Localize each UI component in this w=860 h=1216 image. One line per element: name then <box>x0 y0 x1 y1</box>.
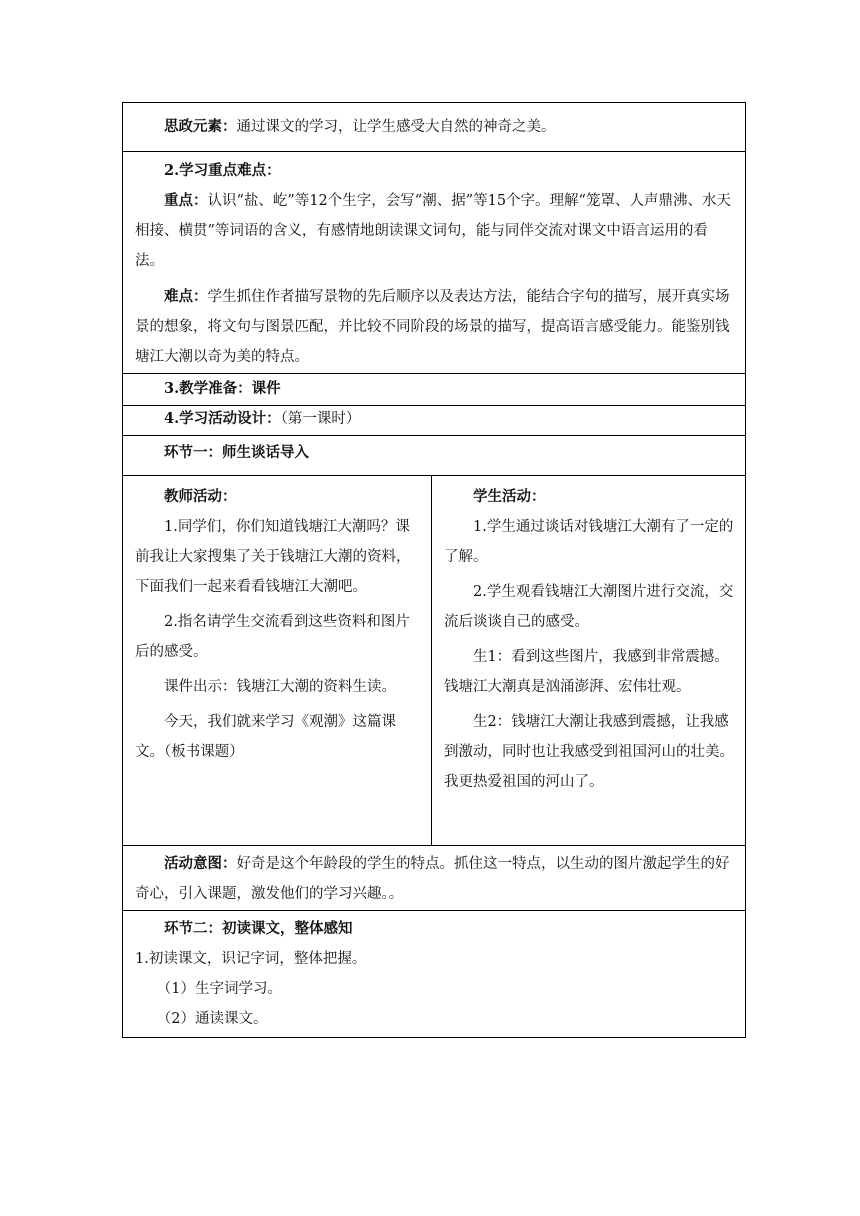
key-points-text: 认识“盐、屹”等12个生字，会写“潮、据”等15个字。理解“笼罩、人声鼎沸、水天相接、横贯”等词语的含义，有感情地朗读课文词句，能与同伴交流对课文中语言运用的看法。 <box>135 193 731 269</box>
step1-activities-row <box>123 476 745 846</box>
student-item-1: 1.学生通过谈话对钱塘江大潮有了一定的了解。 <box>444 519 734 565</box>
intent-label: 活动意图： <box>164 855 237 872</box>
sizheng-text: 通过课文的学习，让学生感受大自然的神奇之美。 <box>236 119 556 135</box>
key-points-label: 重点： <box>164 192 208 209</box>
design-row <box>123 406 745 436</box>
teacher-item-4: 今天，我们就来学习《观潮》这篇课文。（板书课题） <box>135 714 396 760</box>
student-activity-column <box>432 476 745 845</box>
key-points-paragraph <box>135 186 735 276</box>
sizheng-row <box>123 103 745 152</box>
difficulty-paragraph <box>135 282 735 372</box>
difficulty-text: 学生抓住作者描写景物的先后顺序以及表达方法，能结合字句的描写，展开真实场景的想象，将文句与图景匹配，并比较不同阶段的场景的描写，提高语言感受能力。能鉴别钱塘江大潮以奇为美的特点。 <box>135 289 730 365</box>
focus-row <box>123 152 745 374</box>
intent-text: 好奇是这个年龄段的学生的特点。抓住这一特点，以生动的图片激起学生的好奇心，引入课题，激发他们的学习兴趣。。 <box>135 856 730 902</box>
design-label: 4.学习活动设计： <box>164 410 281 427</box>
step2-line-1: 1.初读课文，识记字词，整体把握。 <box>135 951 367 967</box>
teacher-item-2: 2.指名请学生交流看到这些资料和图片后的感受。 <box>135 614 410 660</box>
sizheng-label: 思政元素： <box>164 118 237 135</box>
step2-line-3: （2）通读课文。 <box>156 1011 268 1027</box>
step2-row <box>123 911 745 1037</box>
student-item-3: 生1：看到这些图片，我感到非常震撼。钱塘江大潮真是汹涌澎湃、宏伟壮观。 <box>444 649 729 695</box>
difficulty-label: 难点： <box>164 288 208 305</box>
step2-title: 环节二：初读课文，整体感知 <box>164 920 353 937</box>
teacher-heading: 教师活动： <box>164 488 237 505</box>
intent-row <box>123 846 745 911</box>
design-text: （第一课时） <box>280 411 361 427</box>
student-item-4: 生2：钱塘江大潮让我感到震撼，让我感到激动，同时也让我感受到祖国河山的壮美。我更热爱祖国的河山了。 <box>444 714 734 790</box>
student-heading: 学生活动： <box>473 488 546 505</box>
step2-line-2: （1）生字词学习。 <box>156 981 282 997</box>
teacher-item-1: 1.同学们，你们知道钱塘江大潮吗？课前我让大家搜集了关于钱塘江大潮的资料，下面我们一起来看看钱塘江大潮吧。 <box>135 519 411 595</box>
prep-text: 3.教学准备：课件 <box>164 380 281 397</box>
teacher-activity-column <box>123 476 432 845</box>
student-item-2: 2.学生观看钱塘江大潮图片进行交流，交流后谈谈自己的感受。 <box>444 584 734 630</box>
intent-paragraph <box>135 849 735 909</box>
prep-row <box>123 374 745 406</box>
lesson-plan-table <box>122 102 746 1038</box>
design-paragraph <box>135 406 735 432</box>
step1-title: 环节一：师生谈话导入 <box>164 444 309 461</box>
sizheng-paragraph <box>135 112 735 142</box>
step1-title-row <box>123 436 745 476</box>
focus-heading: 2.学习重点难点： <box>164 162 281 179</box>
teacher-item-3: 课件出示：钱塘江大潮的资料生读。 <box>164 679 396 695</box>
